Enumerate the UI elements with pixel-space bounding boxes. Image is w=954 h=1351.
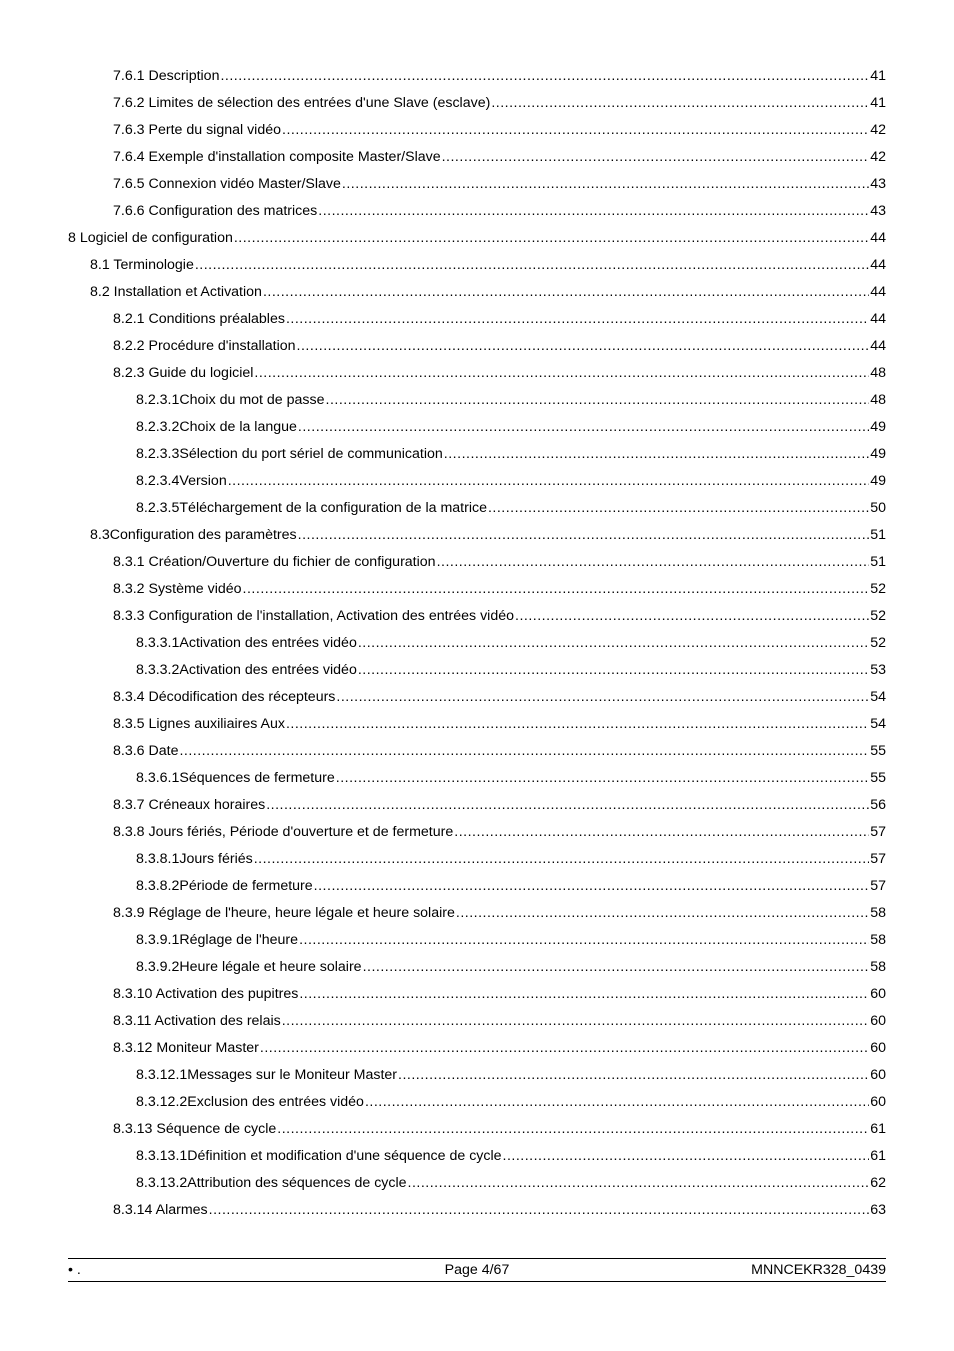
toc-entry-title[interactable]: 8.3.11 Activation des relais bbox=[113, 1013, 281, 1029]
toc-dot-leader bbox=[488, 497, 869, 519]
toc-dot-leader bbox=[234, 227, 869, 249]
toc-entry-page[interactable]: 61 bbox=[870, 1121, 886, 1137]
toc-entry[interactable] bbox=[68, 254, 886, 281]
toc-entry-page[interactable]: 41 bbox=[870, 68, 886, 84]
toc-entry-page[interactable]: 60 bbox=[870, 1067, 886, 1083]
toc-entry-title[interactable]: 7.6.3 Perte du signal vidéo bbox=[113, 122, 281, 138]
toc-entry-page[interactable]: 44 bbox=[870, 284, 886, 300]
toc-entry-page[interactable]: 58 bbox=[870, 932, 886, 948]
toc-entry[interactable] bbox=[68, 983, 886, 1010]
toc-dot-leader bbox=[398, 1064, 869, 1086]
toc-entry-title[interactable]: 8.2.3.2Choix de la langue bbox=[136, 419, 297, 435]
toc-dot-leader bbox=[336, 686, 869, 708]
toc-entry-title[interactable]: 8.3Configuration des paramètres bbox=[90, 527, 297, 543]
toc-entry[interactable] bbox=[68, 308, 886, 335]
toc-entry-title[interactable]: 8.3.3.2Activation des entrées vidéo bbox=[136, 662, 357, 678]
toc-entry-page[interactable]: 58 bbox=[870, 959, 886, 975]
toc-entry-page[interactable]: 63 bbox=[870, 1202, 886, 1218]
toc-entry-page[interactable]: 51 bbox=[870, 554, 886, 570]
toc-entry-title[interactable]: 8.2.3.3Sélection du port sériel de communication bbox=[136, 446, 443, 462]
toc-entry-page[interactable]: 52 bbox=[870, 608, 886, 624]
toc-entry-title[interactable]: 8.3.9.2Heure légale et heure solaire bbox=[136, 959, 362, 975]
toc-entry-title[interactable]: 8.3.12.1Messages sur le Moniteur Master bbox=[136, 1067, 398, 1083]
toc-entry[interactable] bbox=[68, 524, 886, 551]
toc-dot-leader bbox=[408, 1172, 870, 1194]
toc-entry-page[interactable]: 44 bbox=[870, 338, 886, 354]
toc-entry-page[interactable]: 56 bbox=[870, 797, 886, 813]
toc-entry-title[interactable]: 7.6.4 Exemple d'installation composite Master/Slave bbox=[113, 149, 441, 165]
toc-dot-leader bbox=[318, 200, 869, 222]
toc-entry[interactable] bbox=[68, 902, 886, 929]
toc-entry-title[interactable]: 8.3.12.2Exclusion des entrées vidéo bbox=[136, 1094, 364, 1110]
toc-dot-leader bbox=[358, 659, 869, 681]
toc-entry[interactable] bbox=[68, 173, 886, 200]
toc-entry-title[interactable]: 8.3.9 Réglage de l'heure, heure légale et heure solaire bbox=[113, 905, 455, 921]
toc-entry-page[interactable]: 53 bbox=[870, 662, 886, 678]
table-of-contents bbox=[68, 65, 886, 1226]
toc-entry[interactable] bbox=[68, 119, 886, 146]
toc-dot-leader bbox=[282, 1010, 869, 1032]
toc-dot-leader bbox=[243, 578, 870, 600]
toc-dot-leader bbox=[228, 470, 870, 492]
toc-dot-leader bbox=[442, 146, 870, 168]
toc-entry-page[interactable]: 49 bbox=[870, 419, 886, 435]
toc-entry[interactable] bbox=[68, 551, 886, 578]
toc-dot-leader bbox=[503, 1145, 870, 1167]
toc-entry-page[interactable]: 43 bbox=[870, 176, 886, 192]
toc-entry-title[interactable]: 8.3.13.1Définition et modification d'une séquence de cycle bbox=[136, 1148, 502, 1164]
toc-entry-page[interactable]: 57 bbox=[870, 851, 886, 867]
footer-bullet: • . bbox=[68, 1262, 81, 1278]
toc-entry[interactable] bbox=[68, 659, 886, 686]
toc-entry[interactable] bbox=[68, 200, 886, 227]
toc-entry-page[interactable]: 51 bbox=[870, 527, 886, 543]
toc-entry[interactable] bbox=[68, 632, 886, 659]
toc-entry-page[interactable]: 50 bbox=[870, 500, 886, 516]
toc-entry-page[interactable]: 44 bbox=[870, 257, 886, 273]
toc-entry[interactable] bbox=[68, 713, 886, 740]
toc-dot-leader bbox=[299, 983, 869, 1005]
toc-dot-leader bbox=[209, 1199, 870, 1221]
toc-entry-page[interactable]: 61 bbox=[870, 1148, 886, 1164]
toc-entry-page[interactable]: 55 bbox=[870, 743, 886, 759]
toc-entry[interactable] bbox=[68, 929, 886, 956]
toc-entry-page[interactable]: 48 bbox=[870, 365, 886, 381]
toc-entry-page[interactable]: 42 bbox=[870, 149, 886, 165]
toc-entry-title[interactable]: 8.3.12 Moniteur Master bbox=[113, 1040, 259, 1056]
toc-entry-title[interactable]: 8.3.8 Jours fériés, Période d'ouverture et de fermeture bbox=[113, 824, 454, 840]
toc-entry-page[interactable]: 60 bbox=[870, 1094, 886, 1110]
toc-entry-title[interactable]: 7.6.5 Connexion vidéo Master/Slave bbox=[113, 176, 341, 192]
toc-dot-leader bbox=[444, 443, 869, 465]
toc-entry-title[interactable]: 8.3.6 Date bbox=[113, 743, 179, 759]
toc-entry-page[interactable]: 57 bbox=[870, 824, 886, 840]
toc-entry-title[interactable]: 8.2 Installation et Activation bbox=[90, 284, 262, 300]
toc-dot-leader bbox=[314, 875, 870, 897]
toc-entry[interactable] bbox=[68, 92, 886, 119]
toc-entry-title[interactable]: 8.3.7 Créneaux horaires bbox=[113, 797, 266, 813]
toc-dot-leader bbox=[298, 524, 870, 546]
toc-dot-leader bbox=[286, 308, 869, 330]
toc-entry[interactable] bbox=[68, 1064, 886, 1091]
toc-dot-leader bbox=[254, 362, 869, 384]
toc-entry-title[interactable]: 7.6.1 Description bbox=[113, 68, 220, 84]
toc-entry-title[interactable]: 8.3.5 Lignes auxiliaires Aux bbox=[113, 716, 285, 732]
toc-entry-title[interactable]: 8.3.3.1Activation des entrées vidéo bbox=[136, 635, 357, 651]
toc-entry-page[interactable]: 52 bbox=[870, 635, 886, 651]
toc-entry[interactable] bbox=[68, 362, 886, 389]
toc-dot-leader bbox=[220, 65, 869, 87]
page-footer bbox=[68, 1258, 886, 1282]
toc-dot-leader bbox=[263, 281, 869, 303]
toc-entry-page[interactable]: 55 bbox=[870, 770, 886, 786]
toc-entry-title[interactable]: 8.2.3.5Téléchargement de la configuration de la matrice bbox=[136, 500, 487, 516]
toc-dot-leader bbox=[437, 551, 870, 573]
toc-dot-leader bbox=[326, 389, 870, 411]
toc-entry[interactable] bbox=[68, 470, 886, 497]
toc-entry-title[interactable]: 8.3.3 Configuration de l'installation, Activation des entrées vidéo bbox=[113, 608, 514, 624]
toc-entry[interactable] bbox=[68, 578, 886, 605]
toc-dot-leader bbox=[336, 767, 869, 789]
toc-entry[interactable] bbox=[68, 1172, 886, 1199]
toc-entry-page[interactable]: 49 bbox=[870, 473, 886, 489]
toc-entry[interactable] bbox=[68, 848, 886, 875]
toc-entry-title[interactable]: 8.2.3.1Choix du mot de passe bbox=[136, 392, 325, 408]
toc-entry[interactable] bbox=[68, 1118, 886, 1145]
toc-entry-title[interactable]: 8.3.6.1Séquences de fermeture bbox=[136, 770, 335, 786]
toc-entry[interactable] bbox=[68, 227, 886, 254]
toc-dot-leader bbox=[358, 632, 869, 654]
toc-entry[interactable] bbox=[68, 1010, 886, 1037]
page-number: Page 4/67 bbox=[444, 1262, 510, 1278]
toc-entry-title[interactable]: 7.6.6 Configuration des matrices bbox=[113, 203, 318, 219]
toc-entry-title[interactable]: 8.3.9.1Réglage de l'heure bbox=[136, 932, 299, 948]
toc-entry-title[interactable]: 8 Logiciel de configuration bbox=[68, 230, 233, 246]
toc-dot-leader bbox=[282, 119, 869, 141]
toc-entry-page[interactable]: 49 bbox=[870, 446, 886, 462]
toc-entry-title[interactable]: 8.3.4 Décodification des récepteurs bbox=[113, 689, 336, 705]
toc-entry-title[interactable]: 8.3.13.2Attribution des séquences de cycle bbox=[136, 1175, 407, 1191]
toc-entry-page[interactable]: 62 bbox=[870, 1175, 886, 1191]
toc-entry[interactable] bbox=[68, 65, 886, 92]
toc-entry[interactable] bbox=[68, 443, 886, 470]
toc-dot-leader bbox=[491, 92, 869, 114]
toc-entry[interactable] bbox=[68, 605, 886, 632]
toc-entry[interactable] bbox=[68, 875, 886, 902]
toc-entry-title[interactable]: 8.2.1 Conditions préalables bbox=[113, 311, 285, 327]
toc-entry-title[interactable]: 8.3.8.2Période de fermeture bbox=[136, 878, 313, 894]
toc-entry-title[interactable]: 8.3.8.1Jours fériés bbox=[136, 851, 253, 867]
toc-entry[interactable] bbox=[68, 389, 886, 416]
toc-entry-page[interactable]: 42 bbox=[870, 122, 886, 138]
toc-entry-page[interactable]: 57 bbox=[870, 878, 886, 894]
toc-dot-leader bbox=[179, 740, 869, 762]
toc-dot-leader bbox=[286, 713, 869, 735]
toc-entry[interactable] bbox=[68, 335, 886, 362]
toc-dot-leader bbox=[297, 335, 870, 357]
toc-dot-leader bbox=[277, 1118, 869, 1140]
toc-entry-title[interactable]: 8.3.1 Création/Ouverture du fichier de configuration bbox=[113, 554, 436, 570]
toc-dot-leader bbox=[299, 929, 869, 951]
document-reference: MNNCEKR328_0439 bbox=[751, 1262, 886, 1278]
toc-entry-page[interactable]: 54 bbox=[870, 689, 886, 705]
toc-entry-page[interactable]: 54 bbox=[870, 716, 886, 732]
toc-dot-leader bbox=[195, 254, 869, 276]
toc-entry[interactable] bbox=[68, 1037, 886, 1064]
toc-dot-leader bbox=[342, 173, 869, 195]
toc-dot-leader bbox=[454, 821, 869, 843]
toc-entry-page[interactable]: 52 bbox=[870, 581, 886, 597]
toc-entry[interactable] bbox=[68, 1145, 886, 1172]
toc-entry-title[interactable]: 8.3.13 Séquence de cycle bbox=[113, 1121, 277, 1137]
toc-entry[interactable] bbox=[68, 1199, 886, 1226]
toc-dot-leader bbox=[363, 956, 870, 978]
toc-entry-page[interactable]: 48 bbox=[870, 392, 886, 408]
toc-entry-title[interactable]: 7.6.2 Limites de sélection des entrées d'une Slave (esclave) bbox=[113, 95, 491, 111]
toc-entry[interactable] bbox=[68, 740, 886, 767]
toc-entry-page[interactable]: 43 bbox=[870, 203, 886, 219]
toc-dot-leader bbox=[365, 1091, 869, 1113]
toc-entry-title[interactable]: 8.3.10 Activation des pupitres bbox=[113, 986, 299, 1002]
toc-entry[interactable] bbox=[68, 146, 886, 173]
toc-dot-leader bbox=[254, 848, 870, 870]
toc-dot-leader bbox=[298, 416, 869, 438]
toc-entry-title[interactable]: 8.1 Terminologie bbox=[90, 257, 194, 273]
toc-entry[interactable] bbox=[68, 794, 886, 821]
toc-entry-page[interactable]: 44 bbox=[870, 230, 886, 246]
toc-entry-page[interactable]: 58 bbox=[870, 905, 886, 921]
toc-entry-page[interactable]: 60 bbox=[870, 1013, 886, 1029]
toc-dot-leader bbox=[266, 794, 869, 816]
toc-entry-page[interactable]: 44 bbox=[870, 311, 886, 327]
toc-entry-page[interactable]: 60 bbox=[870, 986, 886, 1002]
toc-entry[interactable] bbox=[68, 1091, 886, 1118]
toc-entry-page[interactable]: 60 bbox=[870, 1040, 886, 1056]
toc-entry-title[interactable]: 8.2.3 Guide du logiciel bbox=[113, 365, 254, 381]
toc-entry[interactable] bbox=[68, 416, 886, 443]
toc-dot-leader bbox=[456, 902, 869, 924]
toc-dot-leader bbox=[260, 1037, 869, 1059]
toc-entry[interactable] bbox=[68, 956, 886, 983]
toc-entry-title[interactable]: 8.2.3.4Version bbox=[136, 473, 227, 489]
toc-entry[interactable] bbox=[68, 686, 886, 713]
toc-entry-title[interactable]: 8.3.2 Système vidéo bbox=[113, 581, 242, 597]
toc-entry[interactable] bbox=[68, 767, 886, 794]
toc-dot-leader bbox=[515, 605, 869, 627]
toc-entry[interactable] bbox=[68, 497, 886, 524]
toc-entry-page[interactable]: 41 bbox=[870, 95, 886, 111]
toc-entry[interactable] bbox=[68, 281, 886, 308]
toc-entry-title[interactable]: 8.3.14 Alarmes bbox=[113, 1202, 208, 1218]
toc-entry-title[interactable]: 8.2.2 Procédure d'installation bbox=[113, 338, 296, 354]
toc-entry[interactable] bbox=[68, 821, 886, 848]
